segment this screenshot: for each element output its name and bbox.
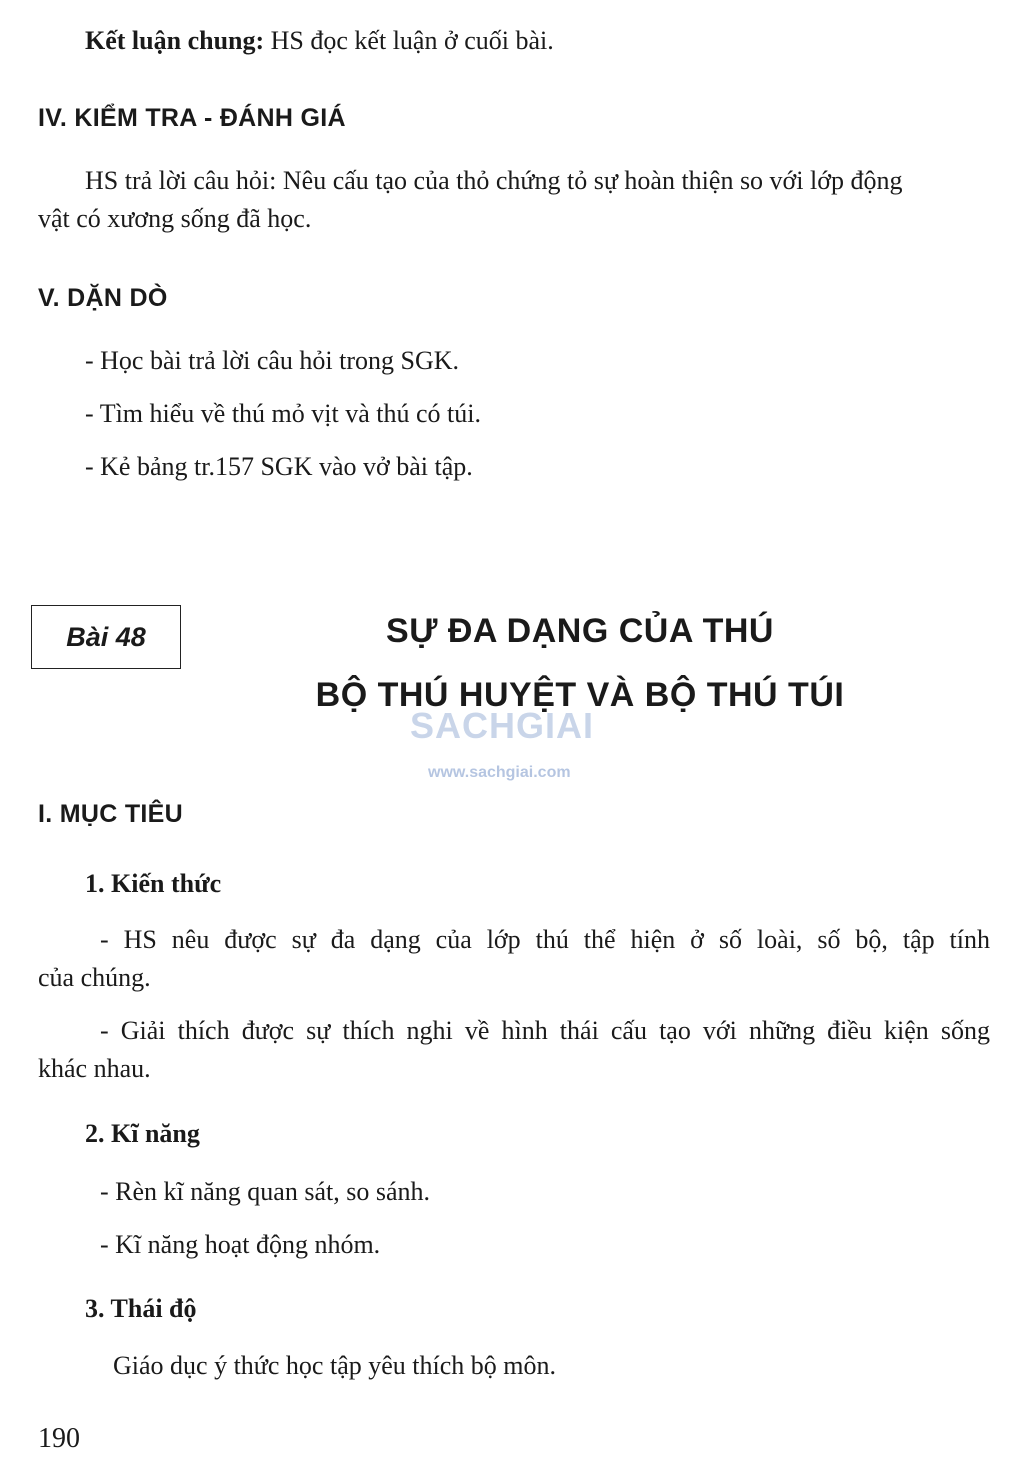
section4-line2: vật có xương sống đã học. [38,204,312,233]
knowledge-p2-line1: - Giải thích được sự thích nghi về hình thái cấu tạo với những điều kiện sống [100,1016,990,1045]
section5-item: - Học bài trả lời câu hỏi trong SGK. [85,346,460,375]
watermark-url: www.sachgiai.com [428,764,571,781]
objectives-heading: I. MỤC TIÊU [38,800,183,828]
lesson-label-box [31,605,181,669]
lesson-title-line1: SỰ ĐA DẠNG CỦA THÚ [386,612,774,650]
knowledge-p2-line2: khác nhau. [38,1054,151,1083]
knowledge-p1-line1: - HS nêu được sự đa dạng của lớp thú thể hiện ở số loài, số bộ, tập tính [100,925,990,954]
section4-line1: HS trả lời câu hỏi: Nêu cấu tạo của thỏ chứng tỏ sự hoàn thiện so với lớp động [85,166,903,195]
attitude-heading: 3. Thái độ [85,1294,197,1323]
attitude-text: Giáo dục ý thức học tập yêu thích bộ môn. [113,1351,556,1380]
lesson-title-line2: BỘ THÚ HUYỆT VÀ BỘ THÚ TÚI [315,676,845,714]
conclusion-line [85,22,554,60]
watermark-brand: SACHGIAI [410,705,595,746]
page-number: 190 [38,1423,80,1454]
section4-heading: IV. KIỂM TRA - ĐÁNH GIÁ [38,104,346,132]
conclusion-text: HS đọc kết luận ở cuối bài. [264,26,554,55]
conclusion-label: Kết luận chung: [85,26,265,55]
knowledge-p1-line2: của chúng. [38,963,151,992]
skills-heading: 2. Kĩ năng [85,1119,200,1148]
lesson-label: Bài 48 [66,621,146,652]
section5-item: - Tìm hiểu về thú mỏ vịt và thú có túi. [85,399,481,428]
skills-item: - Rèn kĩ năng quan sát, so sánh. [100,1177,431,1206]
knowledge-heading: 1. Kiến thức [85,869,222,898]
section5-heading: V. DẶN DÒ [38,284,168,312]
section5-item: - Kẻ bảng tr.157 SGK vào vở bài tập. [85,452,473,481]
skills-item: - Kĩ năng hoạt động nhóm. [100,1230,381,1259]
